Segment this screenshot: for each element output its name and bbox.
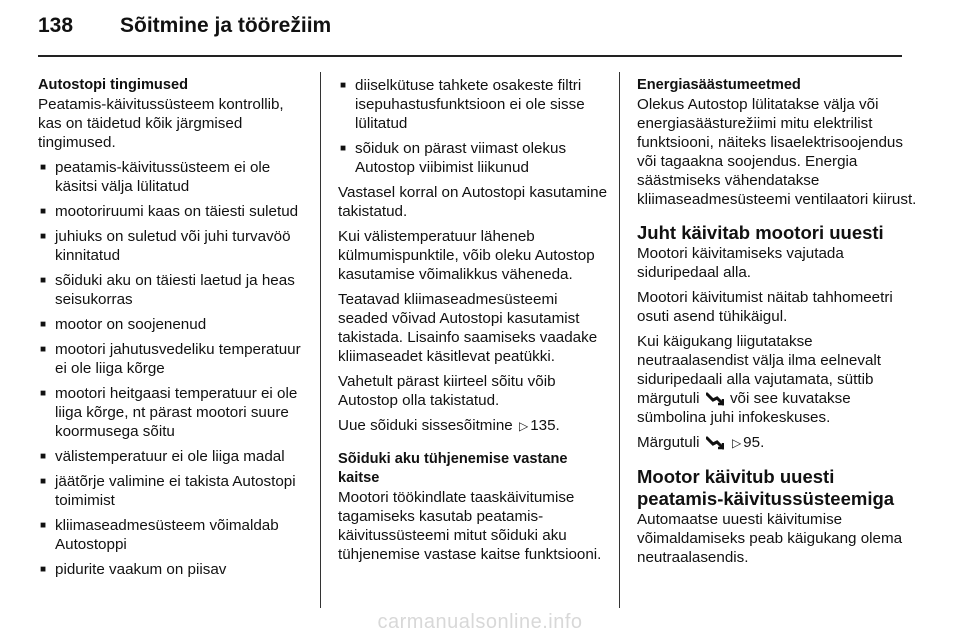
section-heading-autostop-conditions: Autostopi tingimused [38, 77, 188, 93]
paragraph: Automaatse uuesti käivitumise võimaldamiseks peab käigukang olema neutraalasendis. [637, 511, 903, 566]
column-3 [637, 76, 917, 573]
autostop-indicator-icon [706, 392, 724, 406]
page-title: Sõitmine ja töörežiim [120, 14, 332, 37]
page-reference-arrow-icon: ▷ [731, 436, 742, 450]
list-item: ■ sõiduk on pärast viimast olekus Autostop viibimist liikunud [338, 139, 610, 177]
paragraph: Vastasel korral on Autostopi kasutamine takistatud. [338, 184, 608, 220]
list-item: ■ kliimaseadmesüsteem võimaldab Autostoppi [38, 516, 310, 554]
paragraph: Peatamis-käivitussüsteem kontrollib, kas on täidetud kõik järgmised tingimused. [38, 96, 284, 151]
reference-text: Uue sõiduki sissesõitmine [338, 417, 513, 434]
list-item: ■ välistemperatuur ei ole liiga madal [38, 447, 310, 466]
page-number: 138 [38, 14, 74, 37]
list-item: ■ pidurite vaakum on piisav [38, 560, 310, 579]
page-reference[interactable]: 135. [530, 417, 560, 434]
list-item: ■ mootori heitgaasi temperatuur ei ole liiga kõrge, nt pärast mootori suure koormusega sõitu [38, 384, 310, 441]
paragraph-with-reference: Märgutuli ▷ 95. [637, 434, 765, 451]
paragraph-with-symbol: Kui käigukang liigutatakse neutraalasendist välja ilma eelnevalt siduripedaali alla vajutamata, süttib märgutuli või see kuvatakse sümbolina juhi infokeskuses. [637, 333, 881, 426]
autostop-indicator-icon [706, 436, 724, 450]
section-heading-battery-protection: Sõiduki aku tühjenemise vastane kaitse [338, 451, 568, 486]
heading-system-restart: Mootor käivitub uuesti peatamis-käivitussüsteemiga [637, 466, 895, 509]
list-item: ■ juhiuks on suletud või juhi turvavöö kinnitatud [38, 227, 310, 265]
paragraph: Olekus Autostop lülitatakse välja või energiasäästurežiimi mitu elektrilist funktsiooni, näiteks lisaelektrisoojendus või tagaakna soojendus. Energia säästmiseks vähendatakse kliimaseadmesüsteemi ventilaatori kiirust. [637, 96, 917, 208]
list-item: ■ mootori jahutusvedeliku temperatuur ei ole liiga kõrge [38, 340, 310, 378]
page-header [38, 14, 331, 54]
list-item: ■ mootoriruumi kaas on täiesti suletud [38, 202, 310, 221]
paragraph: Vahetult pärast kiirteel sõitu võib Autostop olla takistatud. [338, 373, 556, 409]
heading-driver-restart: Juht käivitab mootori uuesti [637, 222, 884, 243]
paragraph: Mootori käivitamiseks vajutada siduripedaal alla. [637, 245, 844, 281]
paragraph: Teatavad kliimaseadmesüsteemi seaded võivad Autostopi kasutamist takistada. Lisainfo saamiseks vaadake kliimaseadet käsitlevat peatükki. [338, 291, 598, 365]
list-item: ■ peatamis-käivitussüsteem ei ole käsitsi välja lülitatud [38, 158, 310, 196]
column-1 [38, 76, 310, 585]
paragraph-with-reference [338, 416, 610, 436]
paragraph: Kui välistemperatuur läheneb külmumispunktile, võib oleku Autostop kasutamise võimalikkus väheneda. [338, 228, 595, 283]
page-reference-arrow-icon: ▷ [518, 419, 529, 433]
column-divider-1 [320, 72, 321, 608]
list-item: ■ mootor on soojenenud [38, 315, 310, 334]
list-item: ■ sõiduki aku on täiesti laetud ja heas seisukorras [38, 271, 310, 309]
section-heading-energy-saving: Energiasäästumeetmed [637, 77, 801, 93]
footer [0, 611, 960, 634]
column-2 [338, 76, 610, 570]
header-divider [38, 55, 902, 57]
list-item: ■ jäätõrje valimine ei takista Autostopi toimimist [38, 472, 310, 510]
paragraph: Mootori töökindlate taaskäivitumise tagamiseks kasutab peatamis-käivitussüsteemi mitut sõiduki aku tühjenemise vastase kaitse funktsiooni. [338, 489, 602, 563]
condition-list [38, 158, 310, 579]
condition-list-continued [338, 76, 610, 177]
page-reference[interactable]: 95. [743, 434, 765, 451]
list-item: ■ diiselkütuse tahkete osakeste filtri isepuhastusfunktsioon ei ole sisse lülitatud [338, 76, 610, 133]
watermark: carmanualsonline.info [377, 611, 583, 633]
paragraph: Mootori käivitumist näitab tahhomeetri osuti asend tühikäigul. [637, 289, 893, 325]
column-divider-2 [619, 72, 620, 608]
